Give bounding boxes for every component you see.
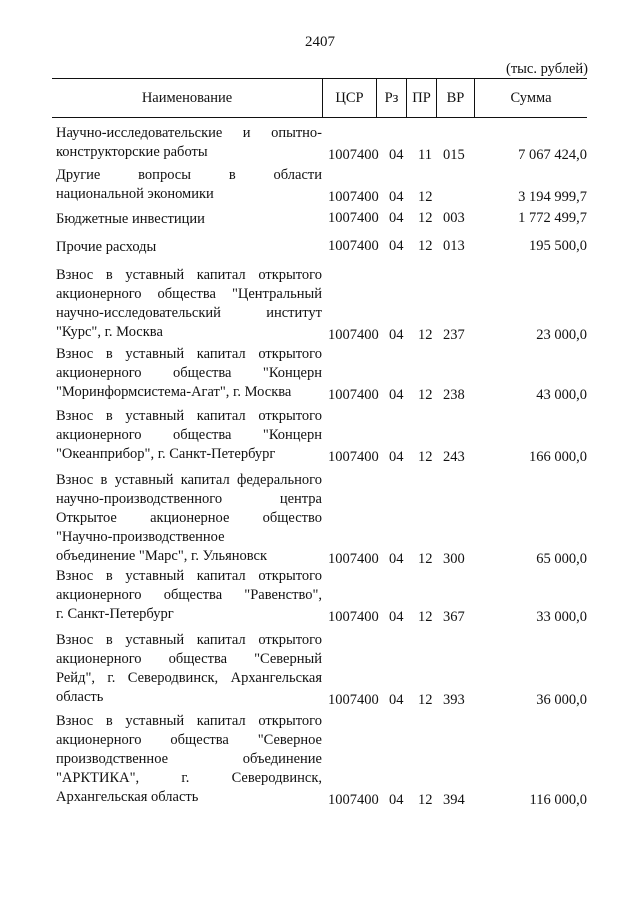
- header-vr: ВР: [436, 79, 474, 117]
- row-name-line: акционерного общества "Северное: [56, 732, 322, 748]
- row-vr: 237: [443, 327, 465, 343]
- row-csr: 1007400: [328, 792, 379, 808]
- row-name-line: "АРКТИКА", г. Северодвинск,: [56, 770, 322, 786]
- row-rz: 04: [389, 449, 404, 465]
- row-name: [56, 166, 322, 204]
- row-pr: 12: [418, 238, 433, 254]
- row-name-line: объединение "Марс", г. Ульяновск: [56, 548, 267, 564]
- row-name-line: Рейд", г. Северодвинск, Архангельская: [56, 670, 322, 686]
- row-csr: 1007400: [328, 609, 379, 625]
- row-sum: 3 194 999,7: [518, 189, 587, 205]
- row-vr: 013: [443, 238, 465, 254]
- row-name: [56, 238, 322, 257]
- row-name-line: акционерного общества "Концерн: [56, 427, 322, 443]
- row-rz: 04: [389, 609, 404, 625]
- row-sum: 65 000,0: [536, 551, 587, 567]
- row-name-line: "Океанприбор", г. Санкт-Петербург: [56, 446, 276, 462]
- row-sum: 33 000,0: [536, 609, 587, 625]
- row-name-line: акционерного общества "Равенство",: [56, 587, 322, 603]
- row-sum: 166 000,0: [529, 449, 587, 465]
- row-sum: 43 000,0: [536, 387, 587, 403]
- row-name-line: Взнос в уставный капитал открытого: [56, 568, 322, 584]
- row-csr: 1007400: [328, 238, 379, 254]
- row-rz: 04: [389, 551, 404, 567]
- row-name: [56, 567, 322, 624]
- units-note: (тыс. рублей): [506, 61, 588, 77]
- row-name-line: Научно-исследовательские и опытно-: [56, 125, 322, 141]
- row-csr: 1007400: [328, 189, 379, 205]
- row-vr: 393: [443, 692, 465, 708]
- row-name-line: Другие вопросы в области: [56, 167, 322, 183]
- row-name-line: научно-производственного центра: [56, 491, 322, 507]
- row-rz: 04: [389, 189, 404, 205]
- row-name-line: Взнос в уставный капитал федерального: [56, 472, 322, 488]
- row-vr: 238: [443, 387, 465, 403]
- row-rz: 04: [389, 387, 404, 403]
- row-name-line: акционерного общества "Концерн: [56, 365, 322, 381]
- row-csr: 1007400: [328, 210, 379, 226]
- row-pr: 12: [418, 551, 433, 567]
- row-csr: 1007400: [328, 551, 379, 567]
- row-pr: 12: [418, 387, 433, 403]
- row-vr: 015: [443, 147, 465, 163]
- header-name: Наименование: [141, 90, 233, 106]
- row-pr: 12: [418, 327, 433, 343]
- table-header: [52, 78, 587, 118]
- row-name: [56, 210, 322, 229]
- row-sum: 116 000,0: [529, 792, 587, 808]
- row-name-line: область: [56, 689, 104, 705]
- row-name-line: акционерного общества "Центральный: [56, 286, 322, 302]
- row-sum: 1 772 499,7: [518, 210, 587, 226]
- row-name-line: конструкторские работы: [56, 144, 208, 160]
- row-pr: 12: [418, 792, 433, 808]
- row-name-line: Прочие расходы: [56, 239, 157, 255]
- row-sum: 195 500,0: [529, 238, 587, 254]
- row-vr: 003: [443, 210, 465, 226]
- row-name-line: "Моринформсистема-Агат", г. Москва: [56, 384, 292, 400]
- row-name-line: национальной экономики: [56, 186, 214, 202]
- row-rz: 04: [389, 792, 404, 808]
- row-sum: 36 000,0: [536, 692, 587, 708]
- row-pr: 12: [418, 210, 433, 226]
- row-vr: 243: [443, 449, 465, 465]
- row-pr: 12: [418, 609, 433, 625]
- row-name-line: Взнос в уставный капитал открытого: [56, 408, 322, 424]
- row-name-line: Открытое акционерное общество: [56, 510, 322, 526]
- row-rz: 04: [389, 327, 404, 343]
- row-name-line: Взнос в уставный капитал открытого: [56, 346, 322, 362]
- header-pr: ПР: [406, 79, 436, 117]
- header-csr: ЦСР: [322, 79, 376, 117]
- row-csr: 1007400: [328, 692, 379, 708]
- row-name: [56, 631, 322, 707]
- row-vr: 300: [443, 551, 465, 567]
- row-vr: 367: [443, 609, 465, 625]
- row-rz: 04: [389, 210, 404, 226]
- row-name-line: Бюджетные инвестиции: [56, 211, 205, 227]
- header-rz: Рз: [376, 79, 406, 117]
- row-name: [56, 124, 322, 162]
- row-pr: 11: [418, 147, 432, 163]
- row-pr: 12: [418, 692, 433, 708]
- row-name-line: Взнос в уставный капитал открытого: [56, 713, 322, 729]
- row-name-line: акционерного общества "Северный: [56, 651, 322, 667]
- row-pr: 12: [418, 449, 433, 465]
- row-vr: 394: [443, 792, 465, 808]
- row-rz: 04: [389, 147, 404, 163]
- header-sum: Сумма: [474, 79, 587, 117]
- row-csr: 1007400: [328, 327, 379, 343]
- row-pr: 12: [418, 189, 433, 205]
- row-sum: 7 067 424,0: [518, 147, 587, 163]
- row-name: [56, 266, 322, 342]
- row-rz: 04: [389, 238, 404, 254]
- row-sum: 23 000,0: [536, 327, 587, 343]
- row-name-line: Архангельская область: [56, 789, 199, 805]
- row-name: [56, 407, 322, 464]
- row-name-line: г. Санкт-Петербург: [56, 606, 174, 622]
- row-name: [56, 345, 322, 402]
- row-name-line: производственное объединение: [56, 751, 322, 767]
- row-name: [56, 471, 322, 566]
- row-name-line: Взнос в уставный капитал открытого: [56, 632, 322, 648]
- row-csr: 1007400: [328, 449, 379, 465]
- row-name-line: научно-исследовательский институт: [56, 305, 322, 321]
- row-name-line: "Курс", г. Москва: [56, 324, 163, 340]
- row-csr: 1007400: [328, 387, 379, 403]
- row-name-line: "Научно-производственное: [56, 529, 225, 545]
- row-csr: 1007400: [328, 147, 379, 163]
- page-number: 2407: [305, 34, 335, 50]
- row-name-line: Взнос в уставный капитал открытого: [56, 267, 322, 283]
- row-rz: 04: [389, 692, 404, 708]
- row-name: [56, 712, 322, 807]
